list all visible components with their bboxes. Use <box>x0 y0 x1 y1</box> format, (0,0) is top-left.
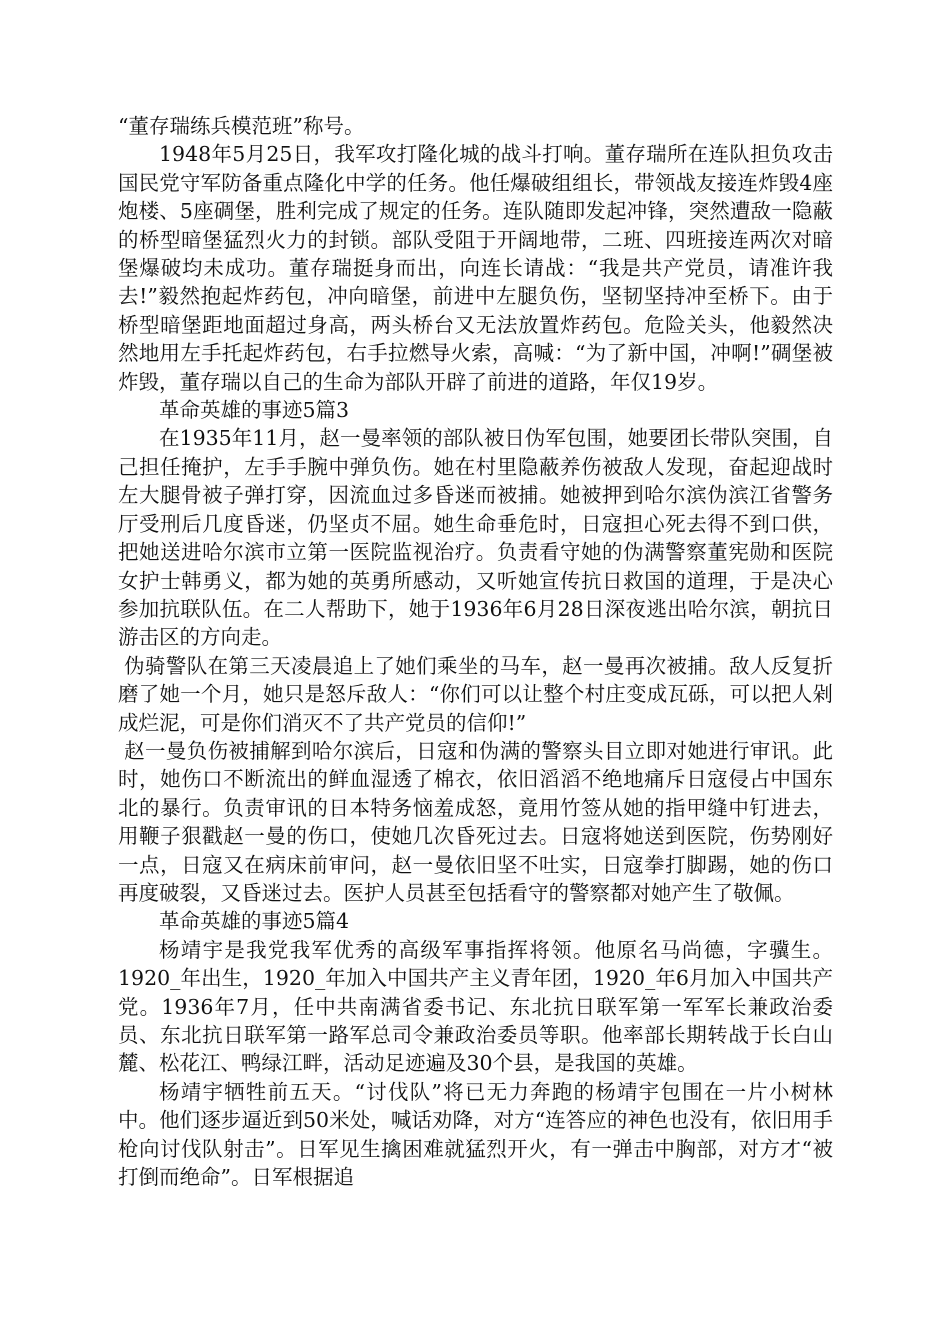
paragraph-zhao-yiman-1: 在1935年11月，赵一曼率领的部队被日伪军包围，她要团长带队突围，自己担任掩护，左手手腕中弹负伤。她在村里隐蔽养伤被敌人发现，奋起迎战时左大腿骨被子弹打穿，因流血过多昏迷而被捕。她被押到哈尔滨伪滨江省警务厅受刑后几度昏迷，仍坚贞不屈。她生命垂危时，日寇担心死去得不到口供，把她送进哈尔滨市立第一医院监视治疗。负责看守她的伪满警察董宪勋和医院女护士韩勇义，都为她的英勇所感动，又听她宣传抗日救国的道理，于是决心参加抗联队伍。在二人帮助下，她于1936年6月28日深夜逃出哈尔滨，朝抗日游击区的方向走。 <box>118 426 833 650</box>
paragraph-yang-jingyu-2: 杨靖宇牺牲前五天。“讨伐队”将已无力奔跑的杨靖宇包围在一片小树林中。他们逐步逼近到50米处，喊话劝降，对方“连答应的神色也没有，依旧用手枪向讨伐队射击”。日军见生擒困难就猛烈开火，有一弹击中胸部，对方才“被打倒而绝命”。日军根据追 <box>118 1079 833 1190</box>
section-heading-3: 革命英雄的事迹5篇3 <box>159 398 350 423</box>
section-heading-4: 革命英雄的事迹5篇4 <box>159 909 350 934</box>
paragraph-yang-jingyu-1: 杨靖宇是我党我军优秀的高级军事指挥将领。他原名马尚德，字骥生。1920_年出生，1920_年加入中国共产主义青年团，1920_年6月加入中国共产党。1936年7月，任中共南满省委书记、东北抗日联军第一军军长兼政治委员、东北抗日联军第一路军总司令兼政治委员等职。他率部长期转战于长白山麓、松花江、鸭绿江畔，活动足迹遍及30个县，是我国的英雄。 <box>118 937 833 1076</box>
paragraph-zhao-yiman-2: 伪骑警队在第三天凌晨追上了她们乘坐的马车，赵一曼再次被捕。敌人反复折磨了她一个月，她只是怒斥敌人：“你们可以让整个村庄变成瓦砾，可以把人剁成烂泥，可是你们消灭不了共产党员的信仰!” <box>118 653 833 735</box>
paragraph-dong-cunrui: 1948年5月25日，我军攻打隆化城的战斗打响。董存瑞所在连队担负攻击国民党守军防备重点隆化中学的任务。他任爆破组组长，带领战友接连炸毁4座炮楼、5座碉堡，胜利完成了规定的任务。连队随即发起冲锋，突然遭敌一隐蔽的桥型暗堡猛烈火力的封锁。部队受阻于开阔地带，二班、四班接连两次对暗堡爆破均未成功。董存瑞挺身而出，向连长请战：“我是共产党员，请准许我去!”毅然抱起炸药包，冲向暗堡，前进中左腿负伤，坚韧坚持冲至桥下。由于桥型暗堡距地面超过身高，两头桥台又无法放置炸药包。危险关头，他毅然决然地用左手托起炸药包，右手拉燃导火索，高喊：“为了新中国，冲啊!”碉堡被炸毁，董存瑞以自己的生命为部队开辟了前进的道路，年仅19岁。 <box>118 142 833 394</box>
paragraph-continuation: “董存瑞练兵模范班”称号。 <box>118 114 365 138</box>
paragraph-zhao-yiman-3: 赵一曼负伤被捕解到哈尔滨后，日寇和伪满的警察头目立即对她进行审讯。此时，她伤口不断流出的鲜血湿透了棉衣，依旧滔滔不绝地痛斥日寇侵占中国东北的暴行。负责审讯的日本特务恼羞成怒，竟用竹签从她的指甲缝中钉进去，用鞭子狠戳赵一曼的伤口，使她几次昏死过去。日寇将她送到医院，伤势刚好一点，日寇又在病床前审问，赵一曼依旧坚不吐实，日寇拳打脚踢，她的伤口再度破裂，又昏迷过去。医护人员甚至包括看守的警察都对她产生了敬佩。 <box>118 738 833 905</box>
document-page <box>118 112 833 1191</box>
